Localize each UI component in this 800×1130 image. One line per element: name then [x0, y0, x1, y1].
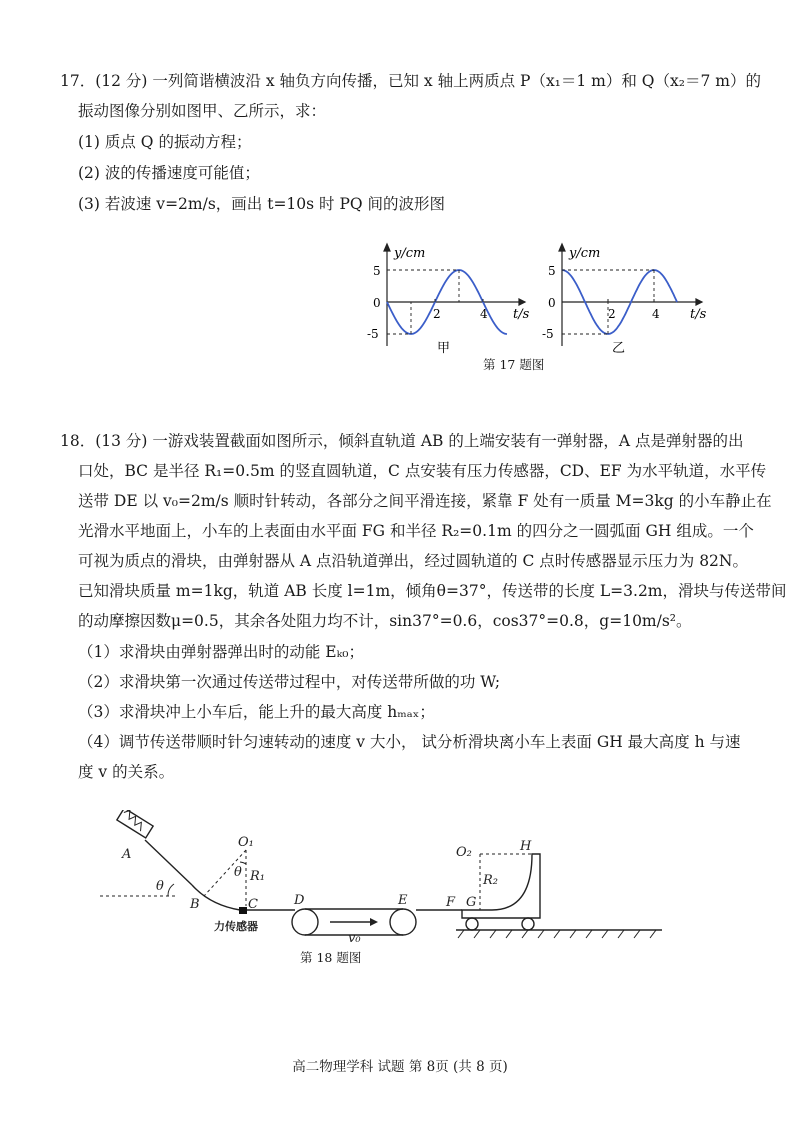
q17-sub-1: (1) 质点 Q 的振动方程；	[78, 133, 252, 151]
label-a: A	[122, 847, 132, 862]
chart-yi-ytick-neg5: -5	[542, 327, 554, 341]
label-e: E	[398, 893, 408, 908]
chart-jia-ytick-neg5: -5	[367, 327, 379, 341]
page-footer: 高二物理学科 试题 第 8页 (共 8 页)	[292, 1059, 508, 1075]
chart-jia-x-arrow	[519, 299, 525, 305]
chart-jia-title: 甲	[437, 341, 451, 356]
chart-yi-y-arrow	[559, 244, 565, 251]
chart-jia-ytick-5: 5	[373, 264, 381, 278]
chart-jia-xtick-2: 2	[433, 307, 441, 321]
chart-jia	[345, 238, 545, 358]
q17-sub-3: (3) 若波速 v=2m/s，画出 t=10s 时 PQ 间的波形图	[78, 195, 446, 213]
chart-jia-ytick-0: 0	[373, 296, 381, 310]
q18-sub-3: （3）求滑块冲上小车后，能上升的最大高度 hₘₐₓ；	[78, 703, 435, 721]
incline-track-ab	[145, 840, 192, 885]
q18-figure-caption: 第 18 题图	[300, 950, 362, 965]
chart-jia-y-arrow	[384, 244, 390, 251]
label-b: B	[190, 897, 200, 912]
v0-arrow-head	[370, 918, 378, 926]
theta2-arc	[240, 862, 246, 864]
q17-sub-2: (2) 波的传播速度可能值；	[78, 164, 260, 182]
label-o2: O₂	[456, 845, 472, 860]
q18-sub-4: （4）调节传送带顺时针匀速转动的速度 v 大小， 试分析滑块离小车上表面 GH 最大高度 h 与速	[78, 733, 741, 751]
q18-sub-1: （1）求滑块由弹射器弹出时的动能 Eₖ₀；	[78, 643, 364, 661]
label-r1: R₁	[250, 869, 265, 884]
q18-line-2: 口处，BC 是半径 R₁=0.5m 的竖直圆轨道，C 点安装有压力传感器，CD、EF 为水平轨道，水平传	[78, 462, 767, 480]
chart-yi-ytick-0: 0	[548, 296, 556, 310]
launcher-spring-icon	[117, 810, 153, 838]
chart-jia-xlabel: t/s	[513, 307, 530, 322]
label-c: C	[248, 897, 258, 912]
q18-line-7: 的动摩擦因数μ=0.5，其余各处阻力均不计，sin37°=0.6，cos37°=0.8，g=10m/s²。	[78, 612, 692, 630]
q17-figure-caption: 第 17 题图	[483, 357, 545, 372]
chart-yi-xtick-4: 4	[652, 307, 660, 321]
q18-line-1: 18．(13 分) 一游戏装置截面如图所示，倾斜直轨道 AB 的上端安装有一弹射器，A 点是弹射器的出	[60, 432, 744, 450]
chart-jia-xtick-4: 4	[480, 307, 488, 321]
ground-hatching	[458, 930, 656, 938]
label-h: H	[520, 839, 532, 854]
q18-line-5: 可视为质点的滑块，由弹射器从 A 点沿轨道弹出，经过圆轨道的 C 点时传感器显示压力为 82N。	[78, 552, 748, 570]
q18-line-3: 送带 DE 以 v₀=2m/s 顺时针转动，各部分之间平滑连接，紧靠 F 处有一质量 M=3kg 的小车静止在	[78, 492, 772, 510]
chart-yi	[530, 238, 730, 358]
cart	[462, 854, 540, 930]
label-theta-1: θ	[156, 879, 164, 894]
q17-line-2: 振动图像分别如图甲、乙所示，求：	[78, 102, 327, 120]
label-f: F	[446, 895, 456, 910]
chart-yi-ytick-5: 5	[548, 264, 556, 278]
q18-line-4: 光滑水平地面上，小车的上表面由水平面 FG 和半径 R₂=0.1m 的四分之一圆弧面 GH 组成。一个	[78, 522, 754, 540]
label-o1: O₁	[238, 835, 254, 850]
chart-yi-ylabel: y/cm	[569, 246, 601, 261]
chart-yi-title: 乙	[612, 341, 626, 356]
q18-diagram	[100, 810, 670, 970]
chart-yi-xtick-2: 2	[608, 307, 616, 321]
label-d: D	[294, 893, 305, 908]
label-g: G	[466, 895, 477, 910]
chart-jia-ylabel: y/cm	[394, 246, 426, 261]
pressure-sensor	[239, 907, 247, 914]
q18-sub-4-cont: 度 v 的关系。	[78, 763, 175, 781]
q17-line-1: 17．(12 分) 一列简谐横波沿 x 轴负方向传播，已知 x 轴上两质点 P（x₁＝1 m）和 Q（x₂＝7 m）的	[60, 72, 761, 90]
label-theta-2: θ	[234, 865, 242, 880]
label-r2: R₂	[483, 873, 498, 888]
chart-yi-x-arrow	[696, 299, 702, 305]
theta-arc	[168, 884, 174, 896]
sensor-label: 力传感器	[214, 920, 258, 933]
q18-line-6: 已知滑块质量 m=1kg，轨道 AB 长度 l=1m，倾角θ=37°，传送带的长度 L=3.2m，滑块与传送带间	[78, 582, 787, 600]
q18-sub-2: （2）求滑块第一次通过传送带过程中，对传送带所做的功 W;	[78, 673, 501, 691]
label-v0: v₀	[348, 931, 361, 946]
chart-yi-xlabel: t/s	[690, 307, 707, 322]
